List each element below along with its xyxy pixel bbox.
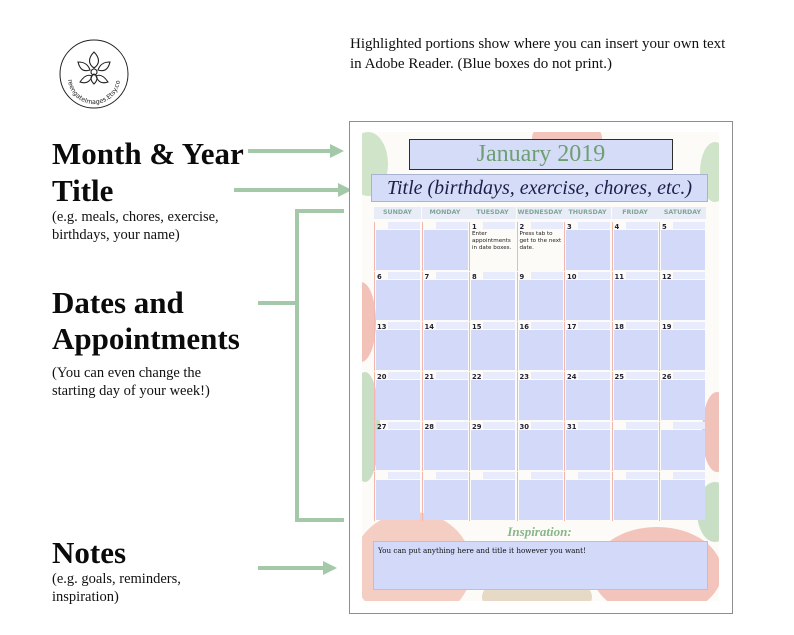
date-label-field[interactable] [531,472,563,479]
label-appointments: Appointments [52,321,240,356]
date-label-field[interactable] [626,222,658,229]
appointment-field[interactable] [376,380,420,420]
appointment-field[interactable] [424,230,468,270]
date-cell[interactable] [517,472,562,521]
label-month-year: Month & Year [52,136,244,171]
appointment-field[interactable] [566,430,610,470]
date-cell[interactable] [374,372,419,421]
date-cell[interactable] [612,372,657,421]
date-cell[interactable] [564,272,609,321]
date-number: 12 [662,273,672,281]
date-number: 28 [424,423,434,431]
date-label-field[interactable] [578,422,610,429]
date-label-field[interactable] [436,322,468,329]
date-label-field[interactable] [673,322,705,329]
date-label-field[interactable] [578,472,610,479]
date-cell[interactable] [422,372,467,421]
label-title-examples: (e.g. meals, chores, exercise, birthdays, your name) [52,209,219,243]
date-label-field[interactable] [436,372,468,379]
date-label-field[interactable] [388,372,420,379]
appointment-field[interactable] [424,330,468,370]
date-cell[interactable] [564,372,609,421]
appointment-field[interactable] [566,280,610,320]
appointment-field[interactable] [614,280,658,320]
date-number: 8 [472,273,477,281]
bracket-dates [297,211,344,520]
date-cell[interactable] [517,272,562,321]
date-label-field[interactable] [578,372,610,379]
weekday-wednesday: WEDNESDAY [517,207,564,219]
date-cell[interactable] [374,272,419,321]
date-label-field[interactable] [388,222,420,229]
date-label-field[interactable] [626,472,658,479]
date-cell[interactable] [612,422,657,471]
weekday-sunday: SUNDAY [374,207,421,219]
date-label-field[interactable] [483,272,515,279]
appointment-field[interactable] [519,480,563,520]
appointment-field[interactable] [471,280,515,320]
date-label-field[interactable] [531,272,563,279]
appointment-field[interactable] [424,480,468,520]
appointment-field[interactable] [376,430,420,470]
date-number: 3 [567,223,572,231]
label-notes-examples: (e.g. goals, reminders, inspiration) [52,571,181,605]
date-cell[interactable] [469,322,514,371]
date-label-field[interactable] [483,472,515,479]
date-label-field[interactable] [483,322,515,329]
date-number: 9 [519,273,525,281]
date-number: 6 [377,273,382,281]
date-label-field[interactable] [436,222,468,229]
date-number: 26 [662,373,672,381]
date-cell[interactable] [422,422,467,471]
date-number: 31 [567,423,577,431]
appointment-field[interactable] [424,380,468,420]
weekday-monday: MONDAY [422,207,469,219]
appointment-field[interactable] [661,230,705,270]
appointment-field[interactable] [471,430,515,470]
date-label-field[interactable] [436,472,468,479]
date-label-field[interactable] [673,472,705,479]
date-cell[interactable] [564,322,609,371]
appointment-field[interactable] [519,380,563,420]
date-number: 16 [519,323,529,331]
date-number: 29 [472,423,482,431]
date-number: 7 [424,273,430,281]
date-cell[interactable] [469,422,514,471]
label-dates: Dates and [52,285,184,320]
date-label-field[interactable] [436,272,468,279]
date-number: 13 [377,323,387,331]
date-cell[interactable] [422,272,467,321]
date-cell[interactable] [659,422,704,471]
date-number: 14 [424,323,434,331]
date-cell[interactable] [469,472,514,521]
date-label-field[interactable] [626,422,658,429]
date-number: 22 [472,373,482,381]
weekday-tuesday: TUESDAY [469,207,516,219]
appointment-field[interactable] [661,480,705,520]
date-cell[interactable] [422,222,467,271]
date-cell[interactable] [659,372,704,421]
date-label-field[interactable] [578,222,610,229]
label-dates-note: (You can even change the starting day of your week!) [52,365,210,399]
date-cell[interactable] [374,472,419,521]
date-cell[interactable] [517,372,562,421]
date-label-field[interactable] [388,272,420,279]
date-cell[interactable] [517,222,562,271]
appointment-field[interactable] [376,330,420,370]
date-cell[interactable] [469,372,514,421]
appointment-field[interactable] [376,480,420,520]
appointment-field[interactable] [566,380,610,420]
date-number: 20 [377,373,387,381]
date-number: 5 [662,223,667,231]
date-cell[interactable] [612,472,657,521]
date-number: 11 [614,273,624,281]
weekday-friday: FRIDAY [612,207,659,219]
date-label-field[interactable] [436,422,468,429]
label-title: Title [52,173,114,208]
date-cell[interactable] [422,322,467,371]
date-label-field[interactable] [626,372,658,379]
date-cell[interactable] [469,222,514,271]
date-label-field[interactable] [673,272,705,279]
date-cell[interactable] [374,222,419,271]
appointment-field[interactable] [519,330,563,370]
date-cell[interactable] [659,272,704,321]
date-label-field[interactable] [578,322,610,329]
date-label-field[interactable] [483,222,515,229]
date-number: 23 [519,373,529,381]
appointment-field[interactable] [614,380,658,420]
appointment-field[interactable] [519,430,563,470]
date-cell[interactable] [564,222,609,271]
date-label-field[interactable] [673,422,705,429]
date-cell[interactable] [469,272,514,321]
date-number: 2 [519,223,525,231]
date-label-field[interactable] [388,472,420,479]
appointment-field[interactable] [471,380,515,420]
appointment-field[interactable] [471,480,515,520]
date-label-field[interactable] [626,322,658,329]
date-cell[interactable] [659,222,704,271]
date-cell[interactable] [612,322,657,371]
appointment-field[interactable] [614,480,658,520]
date-label-field[interactable] [578,272,610,279]
date-number: 25 [614,373,624,381]
date-label-field[interactable] [531,222,563,229]
appointment-field[interactable] [376,280,420,320]
appointment-field[interactable] [614,230,658,270]
appointment-field[interactable] [519,280,563,320]
appointment-field[interactable] [471,330,515,370]
appointment-field[interactable] [661,380,705,420]
appointment-field[interactable] [566,330,610,370]
date-cell[interactable] [612,222,657,271]
date-cell[interactable] [564,422,609,471]
date-label-field[interactable] [388,322,420,329]
date-cell[interactable] [374,322,419,371]
date-label-field[interactable] [483,422,515,429]
calendar-month-year-field[interactable]: January 2019 [409,139,673,170]
instructions-text: Highlighted portions show where you can insert your own text in Adobe Reader. (Blue boxes do not print.) [350,36,726,72]
label-notes: Notes [52,535,127,570]
appointment-field[interactable] [614,330,658,370]
appointment-field[interactable] [376,230,420,270]
appointment-field[interactable] [566,230,610,270]
date-cell[interactable] [564,472,609,521]
date-label-field[interactable] [673,372,705,379]
date-cell[interactable] [659,322,704,371]
date-label-field[interactable] [531,372,563,379]
date-label-field[interactable] [388,422,420,429]
date-number: 15 [472,323,482,331]
date-cell[interactable] [517,322,562,371]
date-cell[interactable] [374,422,419,471]
appointment-field[interactable] [424,280,468,320]
inspiration-field[interactable] [373,541,708,590]
date-label-field[interactable] [673,222,705,229]
weekday-saturday: SATURDAY [659,207,706,219]
appointment-field[interactable] [661,430,705,470]
date-number: 27 [377,423,387,431]
appointment-field[interactable] [566,480,610,520]
date-number: 1 [472,223,477,231]
date-number: 4 [614,223,620,231]
date-cell[interactable] [612,272,657,321]
date-label-field[interactable] [483,372,515,379]
date-number: 18 [614,323,624,331]
appointment-field[interactable] [424,430,468,470]
date-number: 10 [567,273,577,281]
appointment-field[interactable] [661,330,705,370]
date-cell[interactable] [422,472,467,521]
logo-ring-text: reengateImages.Etsy.co [66,78,122,107]
date-cell[interactable] [517,422,562,471]
date-label-field[interactable] [626,272,658,279]
date-number: 19 [662,323,672,331]
appointment-field[interactable] [614,430,658,470]
date-number: 30 [519,423,529,431]
date-number: 17 [567,323,577,331]
date-number: 24 [567,373,577,381]
appointment-field[interactable] [661,280,705,320]
date-label-field[interactable] [531,322,563,329]
date-label-field[interactable] [531,422,563,429]
calendar-title-field[interactable]: Title (birthdays, exercise, chores, etc.) [371,174,708,202]
date-number: 21 [424,373,434,381]
appointment-text: Press tab to get to the next date. [519,231,562,251]
date-cell[interactable] [659,472,704,521]
weekday-thursday: THURSDAY [564,207,611,219]
inspiration-text: You can put anything here and title it however you want! [378,546,586,555]
inspiration-title: Inspiration: [507,524,572,539]
appointment-text: Enter appointments in date boxes. [472,231,512,251]
